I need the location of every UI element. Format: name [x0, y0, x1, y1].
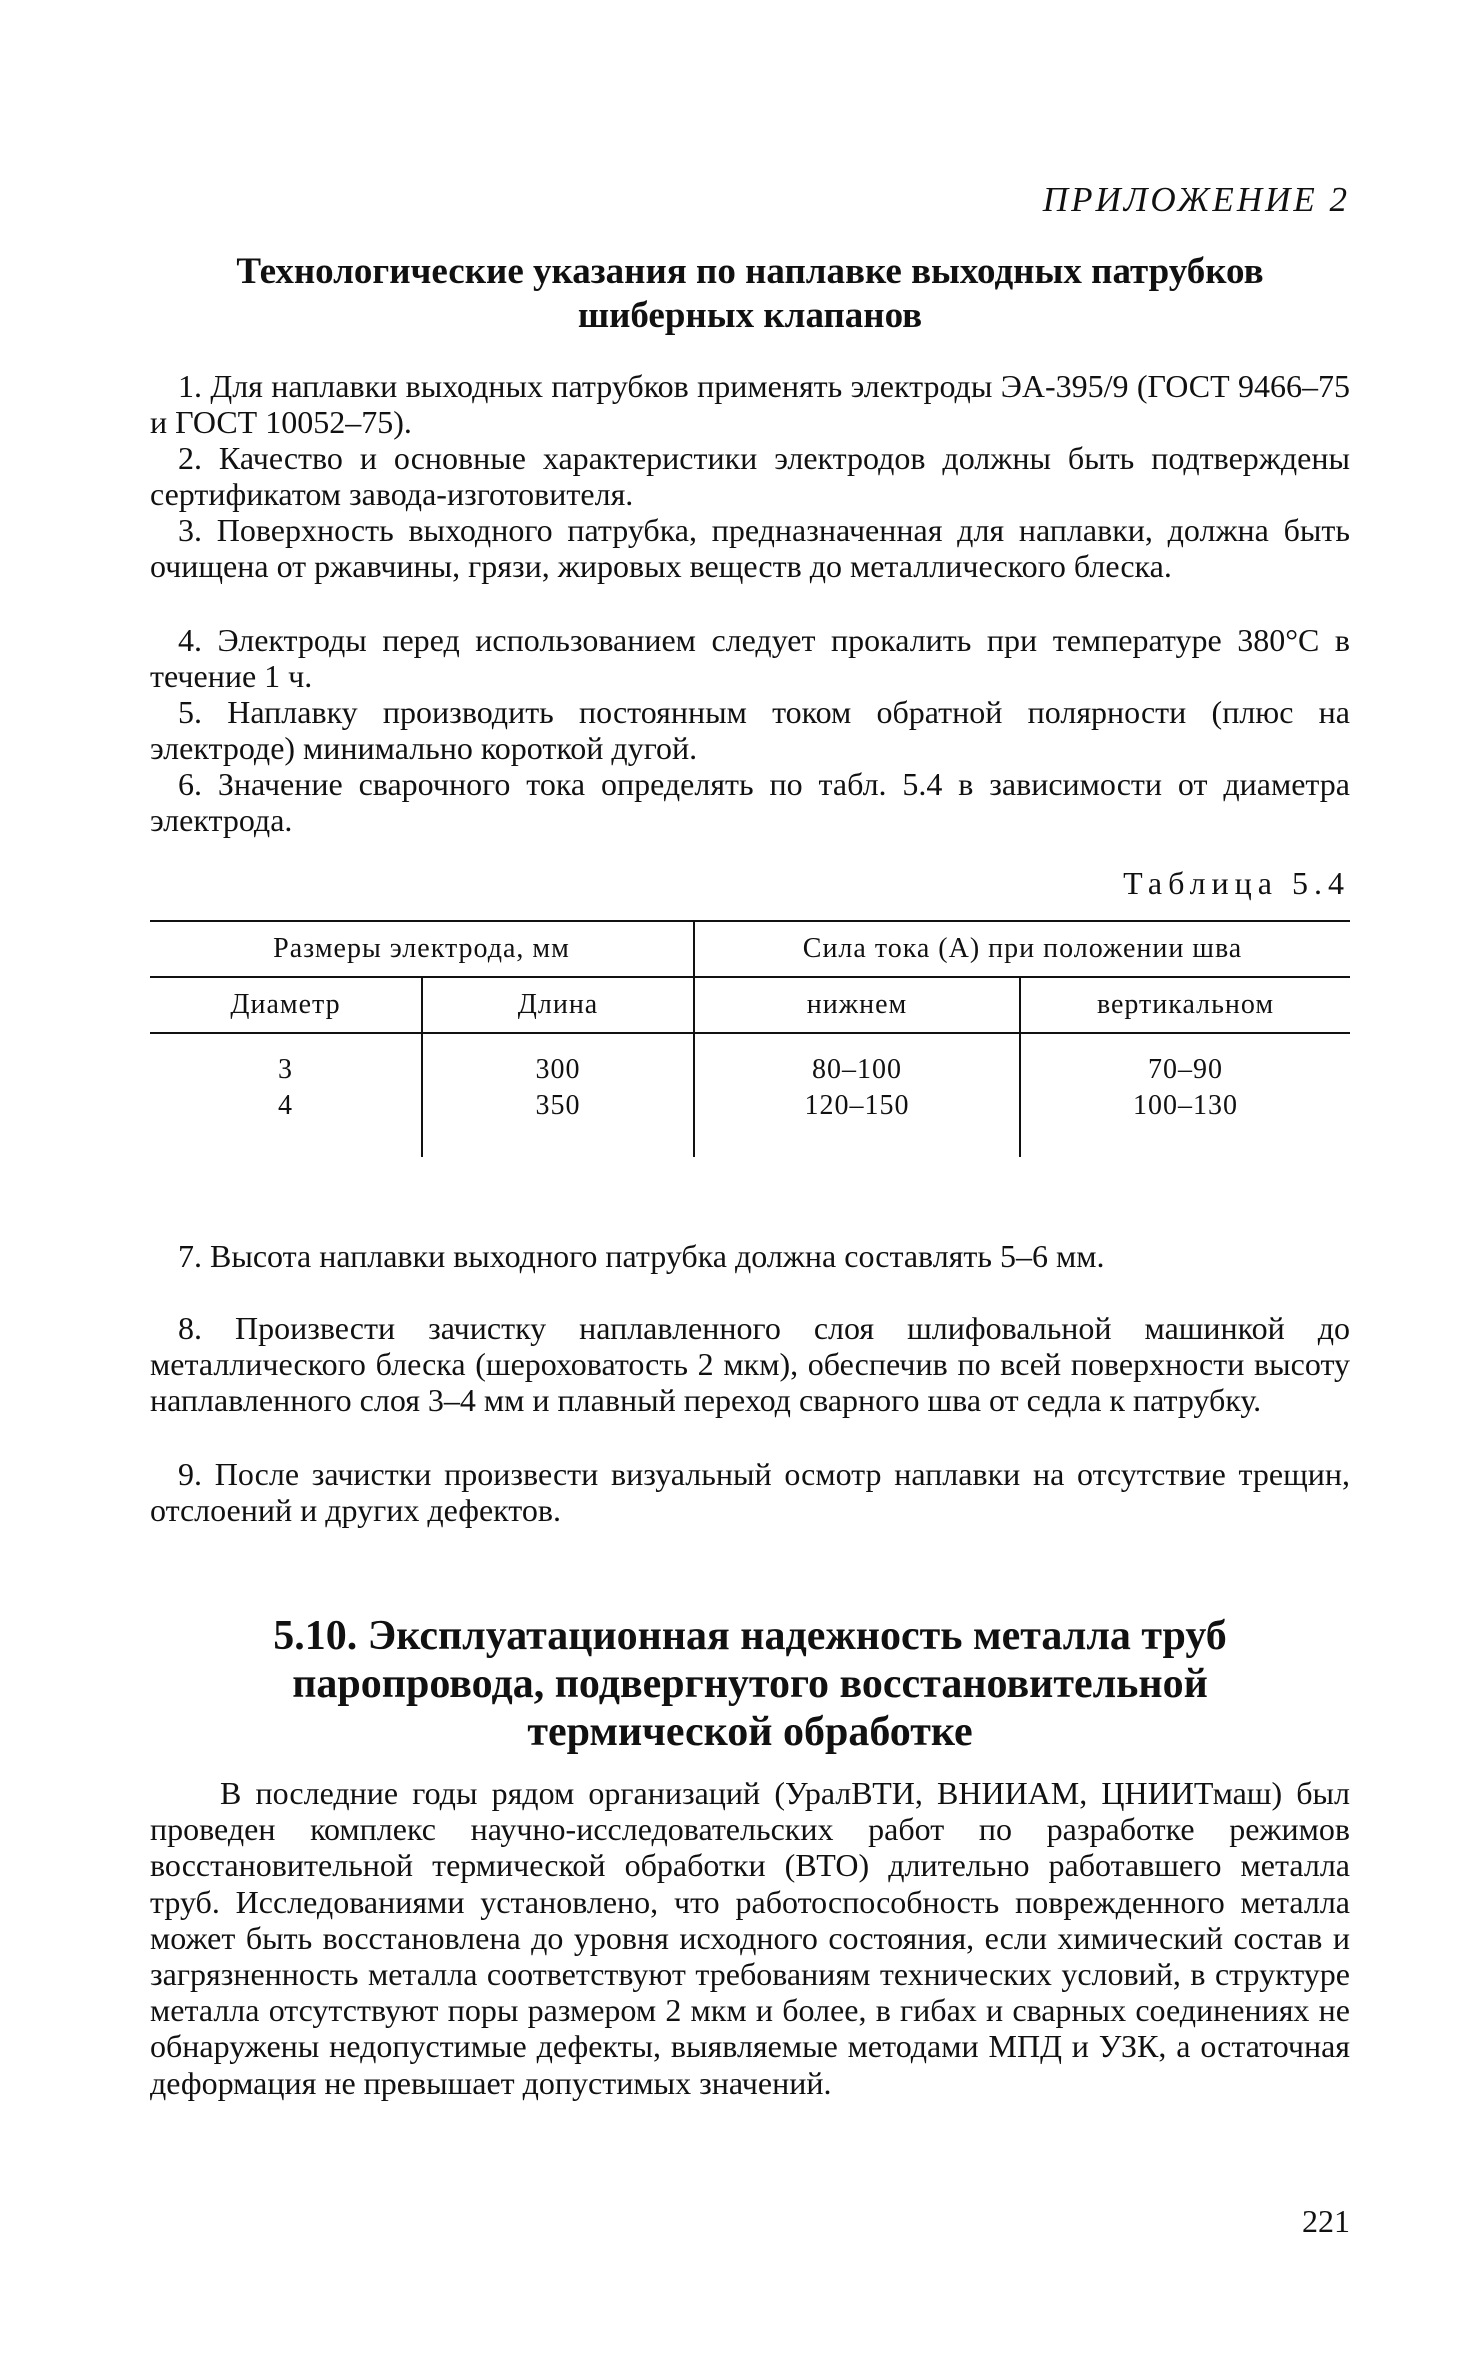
table-row: [150, 1033, 1350, 1157]
page-number: 221: [1302, 2203, 1350, 2239]
section-paragraph: В последние годы рядом организаций (УралВТИ, ВНИИАМ, ЦНИИТмаш) был проведен комплекс научно-исследовательских работ по разработке режимов восстановительной термической обработки (ВТО) длительно работавшего металла труб. Исследованиями установлено, что работоспособность поврежденного металла может быть восстановлена до уровня исходного состояния, если химический состав и загрязненность металла соответствуют требованиям технических условий, в структуре металла отсутствуют поры размером 2 мкм и более, в гибах и сварных соединениях не обнаружены недопустимые дефекты, выявляемые методами МПД и УЗК, а остаточная деформация не превышает допустимых значений.: [150, 1775, 1350, 2101]
table-column-header: Длина: [422, 977, 694, 1033]
table-cell: 3 4: [150, 1033, 422, 1157]
list-item: 9. После зачистки произвести визуальный осмотр наплавки на отсутствие трещин, отслоений и других дефектов.: [150, 1456, 1350, 1528]
document-page: [150, 0, 1350, 2362]
table-column-header: Диаметр: [150, 977, 422, 1033]
current-table: [150, 920, 1350, 1157]
list-item: 5. Наплавку производить постоянным током обратной полярности (плюс на электроде) минимально короткой дугой.: [150, 694, 1350, 766]
list-item: 2. Качество и основные характеристики электродов должны быть подтверждены сертификатом завода-изготовителя.: [150, 440, 1350, 512]
table-group-header: Сила тока (А) при положении шва: [694, 921, 1350, 977]
list-item: 1. Для наплавки выходных патрубков применять электроды ЭА-395/9 (ГОСТ 9466–75 и ГОСТ 10052–75).: [150, 368, 1350, 440]
appendix-label: ПРИЛОЖЕНИЕ 2: [1042, 180, 1350, 219]
table-column-header: нижнем: [694, 977, 1020, 1033]
section-title: [150, 1612, 1350, 1756]
list-item: 3. Поверхность выходного патрубка, предназначенная для наплавки, должна быть очищена от ржавчины, грязи, жировых веществ до металлического блеска.: [150, 512, 1350, 584]
heading-line: шиберных клапанов: [577, 295, 923, 336]
appendix-heading: [150, 250, 1350, 338]
list-item: 7. Высота наплавки выходного патрубка должна составлять 5–6 мм.: [178, 1238, 1105, 1274]
table-caption: Таблица 5.4: [1123, 865, 1350, 901]
table-column-header: вертикальном: [1020, 977, 1350, 1033]
table-cell: 70–90 100–130: [1133, 1054, 1238, 1121]
list-item: 6. Значение сварочного тока определять по табл. 5.4 в зависимости от диаметра электрода.: [150, 766, 1350, 838]
heading-line: Технологические указания по наплавке выходных патрубков: [236, 251, 1264, 292]
list-item: 8. Произвести зачистку наплавленного слоя шлифовальной машинкой до металлического блеска (шероховатость 2 мкм), обеспечив по всей поверхности высоту наплавленного слоя 3–4 мм и плавный переход сварного шва от седла к патрубку.: [150, 1310, 1350, 1418]
table-cell: 80–100 120–150: [694, 1033, 1020, 1157]
table-cell: 300 350: [422, 1033, 694, 1157]
section-title-line: 5.10. Эксплуатационная надежность металла труб: [273, 1613, 1227, 1659]
section-title-line: паропровода, подвергнутого восстановительной: [292, 1661, 1208, 1707]
list-item: 4. Электроды перед использованием следует прокалить при температуре 380°С в течение 1 ч.: [150, 622, 1350, 694]
section-title-line: термической обработке: [527, 1709, 973, 1755]
table-group-header: Размеры электрода, мм: [150, 921, 694, 977]
